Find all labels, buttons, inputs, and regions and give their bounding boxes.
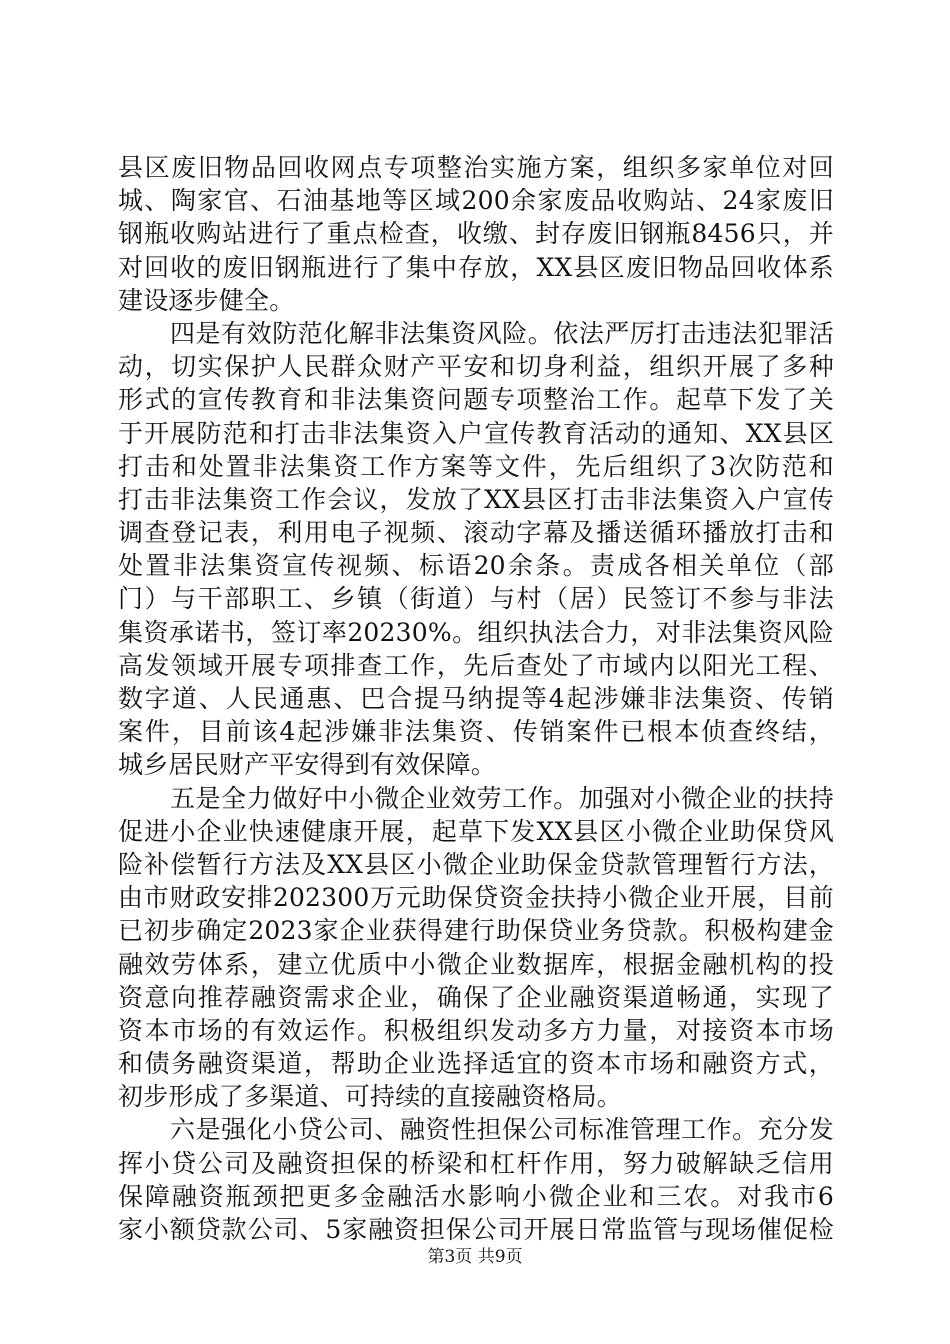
text-line: 促进小企业快速健康开展，起草下发XX县区小微企业助保贷风: [118, 816, 834, 846]
text-line: 建设逐步健全。: [118, 285, 295, 315]
text-line: 挥小贷公司及融资担保的桥梁和杠杆作用，努力破解缺乏信用: [118, 1148, 834, 1178]
text-line: 保障融资瓶颈把更多金融活水影响小微企业和三农。对我市6: [118, 1181, 834, 1211]
text-line: 高发领域开展专项排查工作，先后查处了市域内以阳光工程、: [118, 650, 834, 680]
text-line: 险补偿暂行方法及XX县区小微企业助保金贷款管理暂行方法，: [118, 849, 834, 879]
text-line: 资本市场的有效运作。积极组织发动多方力量，对接资本市场: [118, 1015, 834, 1045]
text-line: 门）与干部职工、乡镇（街道）与村（居）民签订不参与非法: [118, 584, 834, 614]
text-line: 打击非法集资工作会议，发放了XX县区打击非法集资入户宣传: [118, 484, 834, 514]
text-line: 钢瓶收购站进行了重点检查，收缴、封存废旧钢瓶8456只，并: [118, 219, 834, 249]
text-line: 初步形成了多渠道、可持续的直接融资格局。: [118, 1082, 623, 1112]
text-line: 由市财政安排202300万元助保贷资金扶持小微企业开展，目前: [118, 883, 834, 913]
text-line: 资意向推荐融资需求企业，确保了企业融资渠道畅通，实现了: [118, 982, 834, 1012]
paragraph-first-line: 五是全力做好中小微企业效劳工作。加强对小微企业的扶持: [170, 783, 834, 813]
paragraph-first-line: 四是有效防范化解非法集资风险。依法严厉打击违法犯罪活: [170, 318, 834, 348]
text-line: 调查登记表，利用电子视频、滚动字幕及播送循环播放打击和: [118, 518, 834, 548]
text-line: 打击和处置非法集资工作方案等文件，先后组织了3次防范和: [118, 451, 834, 481]
text-line: 对回收的废旧钢瓶进行了集中存放，XX县区废旧物品回收体系: [118, 252, 834, 282]
body-text: [118, 151, 834, 1246]
text-line: 城乡居民财产平安得到有效保障。: [118, 750, 497, 780]
text-line: 县区废旧物品回收网点专项整治实施方案，组织多家单位对回: [118, 153, 834, 182]
text-line: 案件，目前该4起涉嫌非法集资、传销案件已根本侦查终结，: [118, 717, 834, 747]
text-line: 处置非法集资宣传视频、标语20余条。责成各相关单位（部: [118, 551, 834, 581]
text-line: 家小额贷款公司、5家融资担保公司开展日常监管与现场催促检: [118, 1215, 834, 1244]
text-line: 动，切实保护人民群众财产平安和切身利益，组织开展了多种: [118, 352, 834, 382]
text-line: 融效劳体系，建立优质中小微企业数据库，根据金融机构的投: [118, 949, 834, 979]
text-line: 城、陶家官、石油基地等区域200余家废品收购站、24家废旧: [118, 186, 834, 216]
text-line: 已初步确定2023家企业获得建行助保贷业务贷款。积极构建金: [118, 916, 834, 946]
text-line: 于开展防范和打击非法集资入户宣传教育活动的通知、XX县区: [118, 418, 834, 448]
text-line: 数字道、人民通惠、巴合提马纳提等4起涉嫌非法集资、传销: [118, 684, 834, 713]
paragraph-first-line: 六是强化小贷公司、融资性担保公司标准管理工作。充分发: [170, 1115, 834, 1145]
page-number-footer: 第3页 共9页: [427, 1247, 523, 1267]
text-line: 和债务融资渠道，帮助企业选择适宜的资本市场和融资方式，: [118, 1049, 834, 1079]
text-line: 形式的宣传教育和非法集资问题专项整治工作。起草下发了关: [118, 385, 834, 415]
text-line: 集资承诺书，签订率20230%。组织执法合力，对非法集资风险: [118, 617, 834, 647]
